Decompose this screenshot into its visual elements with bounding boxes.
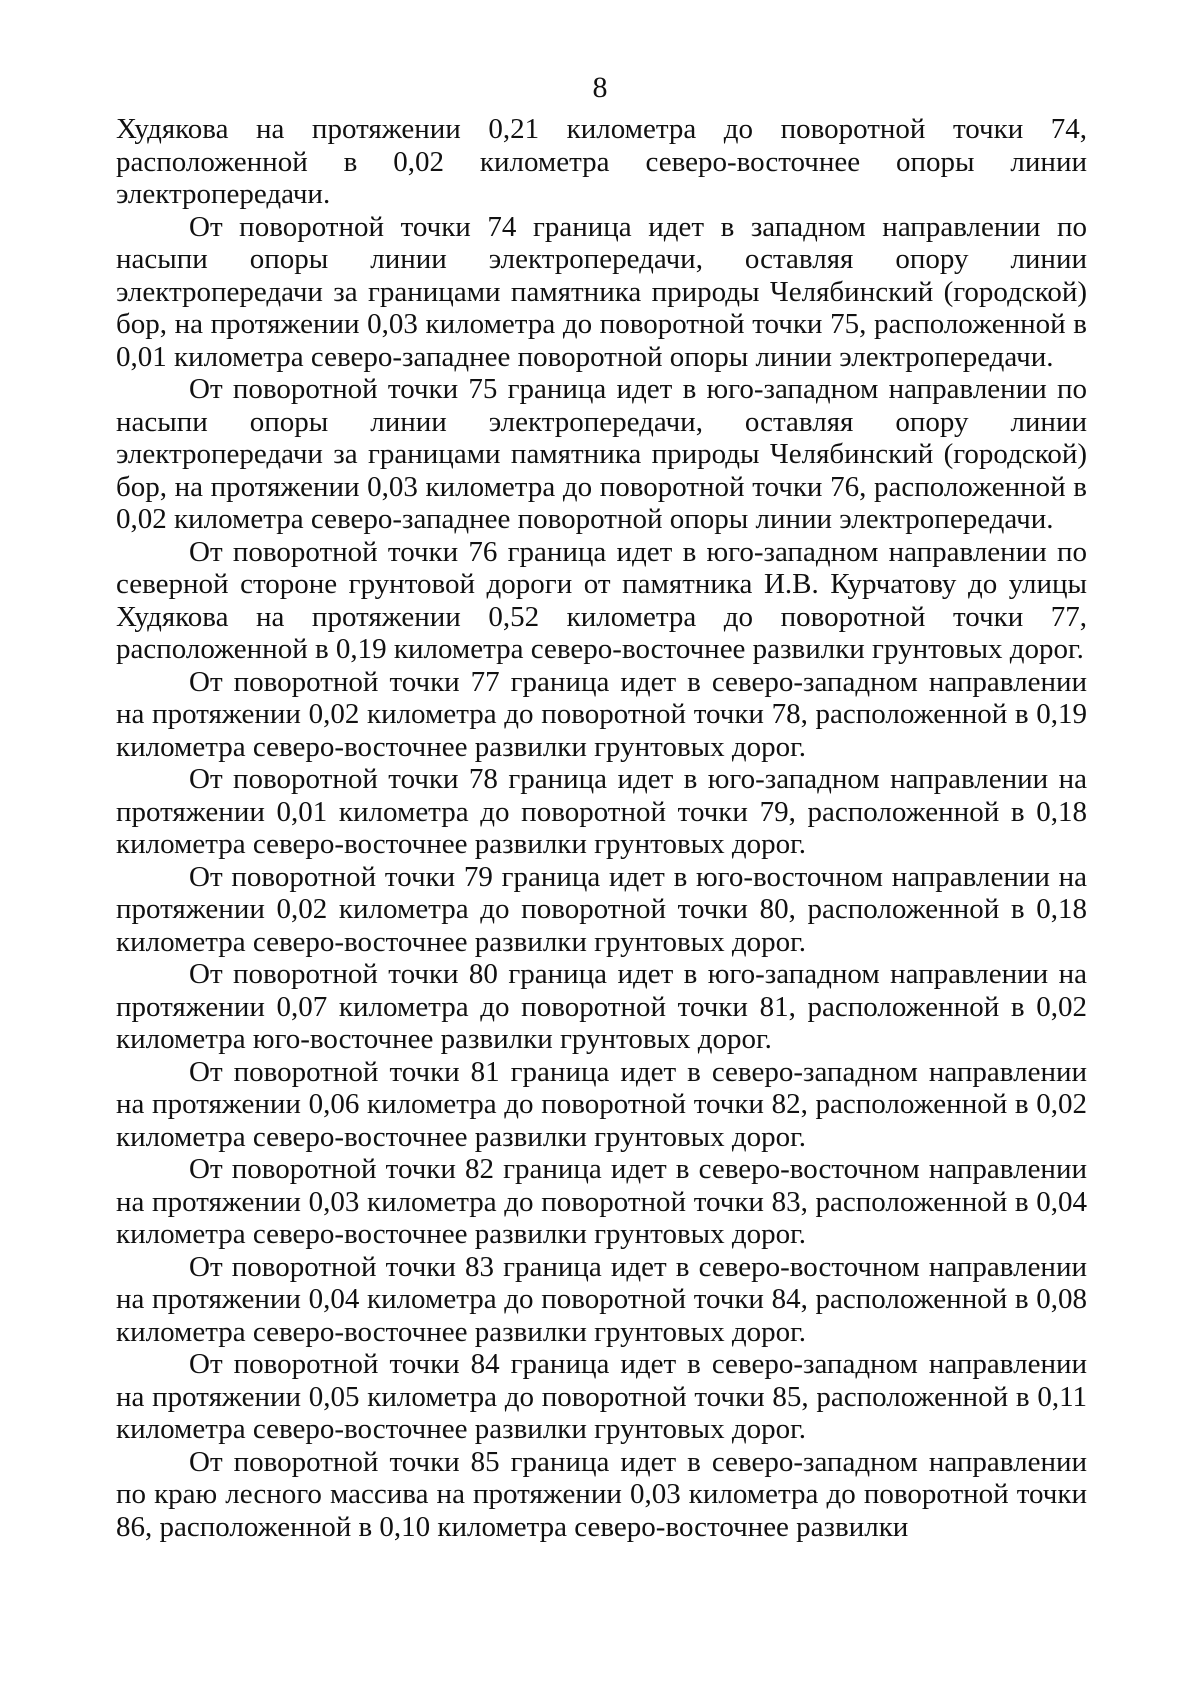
document-body bbox=[116, 113, 1087, 1543]
paragraph-point-84: От поворотной точки 84 граница идет в северо-западном направлении на протяжении 0,05 километра до поворотной точки 85, расположенной в 0,11 километра северо-восточнее развилки грунтовых дорог. bbox=[116, 1348, 1087, 1445]
paragraph-point-76: От поворотной точки 76 граница идет в юго-западном направлении по северной стороне грунтовой дороги от памятника И.В. Курчатову до улицы Худякова на протяжении 0,52 километра до поворотной точки 77, расположенной в 0,19 километра северо-восточнее развилки грунтовых дорог. bbox=[116, 535, 1087, 665]
paragraph-point-75: От поворотной точки 75 граница идет в юго-западном направлении по насыпи опоры линии электропередачи, оставляя опору линии электропередачи за границами памятника природы Челябинский (городской) бор, на протяжении 0,03 километра до поворотной точки 76, расположенной в 0,02 километра северо-западнее поворотной опоры линии электропередачи. bbox=[116, 373, 1087, 535]
paragraph-point-80: От поворотной точки 80 граница идет в юго-западном направлении на протяжении 0,07 километра до поворотной точки 81, расположенной в 0,02 километра юго-восточнее развилки грунтовых дорог. bbox=[116, 958, 1087, 1055]
page-number: 8 bbox=[592, 71, 608, 104]
paragraph-continuation: Худякова на протяжении 0,21 километра до поворотной точки 74, расположенной в 0,02 километра северо-восточнее опоры линии электропередачи. bbox=[116, 113, 1087, 210]
paragraph-point-83: От поворотной точки 83 граница идет в северо-восточном направлении на протяжении 0,04 километра до поворотной точки 84, расположенной в 0,08 километра северо-восточнее развилки грунтовых дорог. bbox=[116, 1250, 1087, 1348]
paragraph-point-74: От поворотной точки 74 граница идет в западном направлении по насыпи опоры линии электропередачи, оставляя опору линии электропередачи за границами памятника природы Челябинский (городской) бор, на протяжении 0,03 километра до поворотной точки 75, расположенной в 0,01 километра северо-западнее поворотной опоры линии электропередачи. bbox=[116, 210, 1087, 373]
paragraph-point-81: От поворотной точки 81 граница идет в северо-западном направлении на протяжении 0,06 километра до поворотной точки 82, расположенной в 0,02 километра северо-восточнее развилки грунтовых дорог. bbox=[116, 1055, 1087, 1153]
paragraph-point-77: От поворотной точки 77 граница идет в северо-западном направлении на протяжении 0,02 километра до поворотной точки 78, расположенной в 0,19 километра северо-восточнее развилки грунтовых дорог. bbox=[116, 665, 1087, 763]
paragraph-point-78: От поворотной точки 78 граница идет в юго-западном направлении на протяжении 0,01 километра до поворотной точки 79, расположенной в 0,18 километра северо-восточнее развилки грунтовых дорог. bbox=[116, 763, 1087, 860]
paragraph-point-82: От поворотной точки 82 граница идет в северо-восточном направлении на протяжении 0,03 километра до поворотной точки 83, расположенной в 0,04 километра северо-восточнее развилки грунтовых дорог. bbox=[116, 1153, 1087, 1250]
paragraph-point-85: От поворотной точки 85 граница идет в северо-западном направлении по краю лесного массива на протяжении 0,03 километра до поворотной точки 86, расположенной в 0,10 километра северо-восточнее развилки bbox=[116, 1445, 1087, 1543]
paragraph-point-79: От поворотной точки 79 граница идет в юго-восточном направлении на протяжении 0,02 километра до поворотной точки 80, расположенной в 0,18 километра северо-восточнее развилки грунтовых дорог. bbox=[116, 860, 1087, 958]
